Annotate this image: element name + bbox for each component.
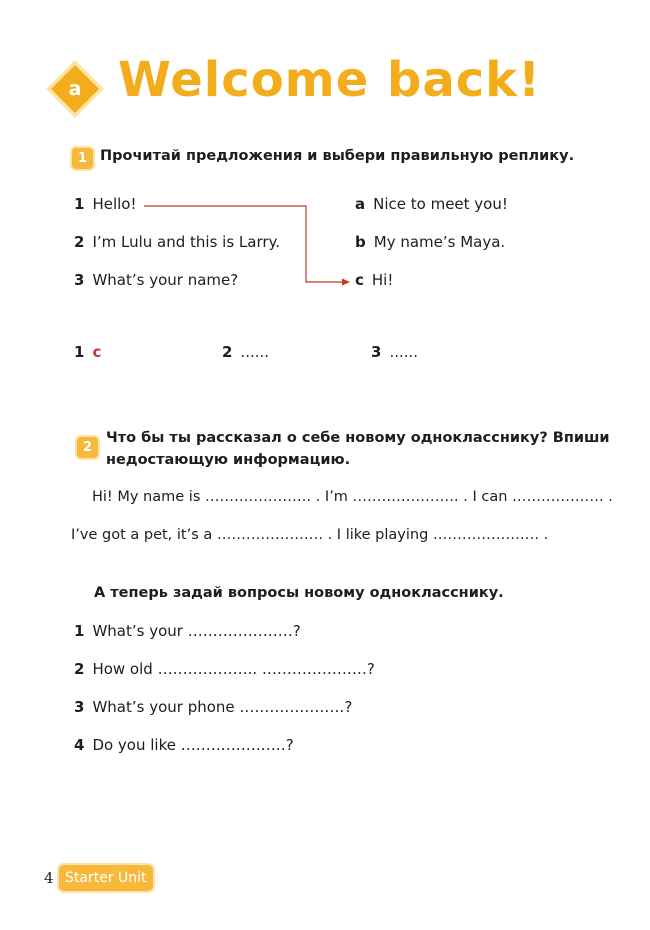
exercise-2-instruction-line1: Что бы ты рассказал о себе новому однокласснику? Впиши [106,430,610,446]
right-item-text: My name’s Maya. [373,233,506,251]
right-item-letter: a [355,195,366,213]
left-item-text: I’m Lulu and this is Larry. [92,233,281,251]
question-number: 2 [74,660,85,678]
left-item-number: 1 [74,195,85,213]
right-item-text: Nice to meet you! [373,195,508,213]
question-text: What’s your phone …………………? [92,698,353,716]
question-text: What’s your …………………? [92,622,301,640]
answer-3[interactable] [371,342,418,362]
exercise-1-number: 1 [72,148,93,169]
right-item-letter: c [355,271,364,289]
section-badge-letter: a [68,78,82,100]
question-text: How old ……………….. …………………? [92,660,375,678]
answer-number: 3 [371,343,382,361]
answer-value: c [92,343,102,361]
unit-label-tab: Starter Unit [59,865,153,891]
left-item-text: Hello! [92,195,137,213]
fill-in-sentence-1[interactable]: Hi! My name is …………………. . I’m …………………. . I can ………………. . [92,489,613,505]
match-connector-line [0,0,650,300]
left-item-text: What’s your name? [92,271,239,289]
question-number: 3 [74,698,85,716]
question-number: 4 [74,736,85,754]
page-title: Welcome back! [118,52,541,108]
question-text: Do you like …………………? [92,736,294,754]
question-4[interactable] [74,735,294,755]
answer-blank: ...... [240,343,270,361]
question-2[interactable] [74,659,375,679]
left-item-number: 2 [74,233,85,251]
question-3[interactable] [74,697,352,717]
left-item-number: 3 [74,271,85,289]
question-number: 1 [74,622,85,640]
questions-subheading: А теперь задай вопросы новому однокласснику. [94,585,504,601]
exercise-2-instruction-line2: недостающую информацию. [106,452,351,468]
answer-number: 1 [74,343,85,361]
answer-number: 2 [222,343,233,361]
page-number: 4 [44,869,54,887]
right-item-text: Hi! [371,271,394,289]
answer-1[interactable] [74,342,101,362]
question-1[interactable] [74,621,301,641]
answer-blank: ...... [389,343,419,361]
fill-in-sentence-2[interactable]: I’ve got a pet, it’s a …………………. . I like playing …………………. . [71,527,549,543]
exercise-1-instruction: Прочитай предложения и выбери правильную реплику. [100,148,575,164]
right-item-letter: b [355,233,366,251]
answer-2[interactable] [222,342,269,362]
exercise-2-number: 2 [77,437,98,458]
